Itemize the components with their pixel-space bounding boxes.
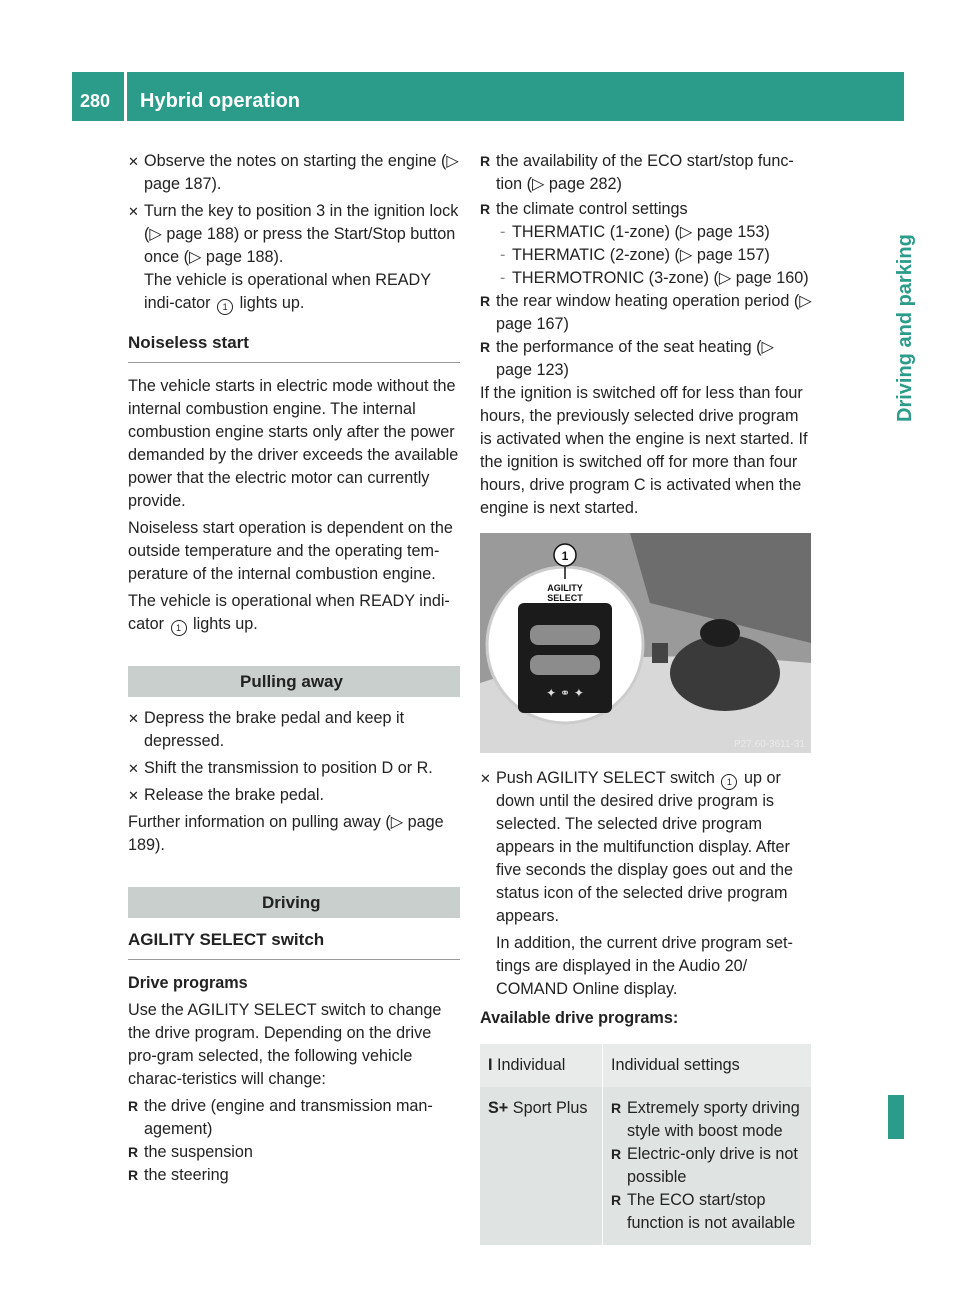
page-number: 280	[80, 91, 111, 111]
left-column	[128, 150, 460, 1187]
list-item: R the steering	[128, 1164, 460, 1187]
arrow-icon: ✕	[128, 204, 139, 219]
section-banner: Pulling away	[128, 666, 460, 697]
paragraph: Use the AGILITY SELECT switch to change the drive program. Depending on the drive pro-gram selected, the following vehicle charac-teristics will change:	[128, 1001, 442, 1088]
image-code: P27.60-3611-31	[734, 739, 805, 750]
side-section-label: Driving and parking	[894, 234, 916, 422]
header-divider	[124, 72, 127, 121]
section-heading: Noiseless start	[128, 331, 460, 363]
paragraph: If the ignition is switched off for less than four hours, the previously selected drive program is activated when the engine is next started. If the ignition is switched off for more than four hours, drive program C is activated when the engine is next started.	[480, 384, 808, 517]
agility-select-photo	[480, 533, 811, 753]
table-cell: I Individual	[480, 1044, 603, 1087]
list-item: R the availability of the ECO start/stop func-tion (▷ page 282)	[480, 152, 794, 193]
list-item: R the suspension	[128, 1141, 460, 1164]
bullet-icon: R	[611, 1100, 622, 1116]
arrow-icon: ✕	[128, 761, 139, 776]
instruction-step: ✕ Shift the transmission to position D or R.	[128, 757, 460, 780]
bullet-icon: R	[128, 1167, 139, 1183]
callout-circle-icon: 1	[561, 549, 569, 563]
right-column-lower	[480, 767, 812, 1245]
list-item: R the climate control settings	[480, 198, 812, 221]
list-item: R Extremely sporty driving style with boost mode	[611, 1099, 800, 1140]
bullet-icon: R	[611, 1192, 622, 1208]
table-cell	[603, 1087, 812, 1245]
list-item: R the drive (engine and transmission man-agement)	[128, 1097, 433, 1138]
bullet-icon: R	[480, 339, 491, 355]
dash-icon: -	[500, 269, 506, 287]
bullet-icon: R	[611, 1146, 622, 1162]
svg-text:✦ ⚭ ✦: ✦ ⚭ ✦	[546, 686, 584, 700]
instruction-step: ✕ Depress the brake pedal and keep it depressed.	[128, 709, 405, 750]
sub-list-item: - THERMATIC (2-zone) (▷ page 157)	[480, 244, 812, 267]
instruction-step: ✕ Push AGILITY SELECT switch 1 up or down until the desired drive program is selected. The selected drive program appears in the multifunction display. After five seconds the display goes out and the status icon of the selected drive program appears.	[480, 769, 793, 925]
paragraph: The vehicle starts in electric mode without the internal combustion engine. The internal combustion engine starts only after the power demanded by the driver exceeds the available power that the electric motor can currently provide.	[128, 377, 459, 510]
subheading: Drive programs	[128, 974, 248, 992]
callout-circle-icon: 1	[721, 774, 737, 790]
instruction-step: ✕ Turn the key to position 3 in the ignition lock (▷ page 188) or press the Start/Stop button once (▷ page 188). The vehicle is operational when READY indi-cator 1 lights up.	[128, 200, 460, 315]
arrow-icon: ✕	[128, 788, 139, 803]
list-item: R the rear window heating operation period (▷ page 167)	[480, 292, 812, 333]
table-row	[480, 1044, 811, 1087]
paragraph: Further information on pulling away (▷ page 189).	[128, 813, 444, 854]
section-heading: AGILITY SELECT switch	[128, 928, 460, 960]
side-tab-top	[888, 72, 904, 121]
list-item: R the performance of the seat heating (▷ page 123)	[480, 338, 774, 379]
paragraph: The vehicle is operational when READY indi-cator 1 lights up.	[128, 590, 460, 636]
drive-programs-table	[480, 1044, 811, 1245]
arrow-icon: ✕	[480, 771, 491, 786]
arrow-icon: ✕	[128, 154, 139, 169]
side-tab-marker	[888, 1095, 904, 1139]
right-column	[480, 150, 812, 520]
table-cell: Individual settings	[603, 1044, 812, 1087]
list-item: R Electric-only drive is not possible	[611, 1145, 798, 1186]
console-illustration	[480, 533, 811, 753]
bullet-icon: R	[128, 1144, 139, 1160]
instruction-step: ✕ Release the brake pedal.	[128, 784, 460, 807]
sub-list-item: - THERMATIC (1-zone) (▷ page 153)	[480, 221, 812, 244]
instruction-step: ✕ Observe the notes on starting the engine (▷ page 187).	[128, 152, 459, 193]
section-banner: Driving	[128, 887, 460, 918]
sub-list-item: - THERMOTRONIC (3-zone) (▷ page 160)	[480, 267, 812, 290]
switch-label: AGILITY	[547, 583, 583, 593]
bullet-icon: R	[128, 1098, 139, 1114]
dash-icon: -	[500, 246, 506, 264]
table-cell: S+ Sport Plus	[480, 1087, 603, 1245]
callout-circle-icon: 1	[171, 620, 187, 636]
paragraph: Noiseless start operation is dependent on the outside temperature and the operating tem-perature of the internal combustion engine.	[128, 519, 453, 583]
subheading: Available drive programs:	[480, 1009, 679, 1027]
callout-circle-icon: 1	[217, 299, 233, 315]
bullet-icon: R	[480, 153, 491, 169]
paragraph: In addition, the current drive program set-tings are displayed in the Audio 20/ COMAND Online display.	[496, 934, 793, 998]
switch-label: SELECT	[547, 593, 583, 603]
table-row	[480, 1087, 811, 1245]
chapter-title: Hybrid operation	[140, 90, 301, 112]
dash-icon: -	[500, 223, 506, 241]
arrow-icon: ✕	[128, 711, 139, 726]
bullet-icon: R	[480, 201, 491, 217]
bullet-icon: R	[480, 293, 491, 309]
list-item: R The ECO start/stop function is not available	[611, 1191, 796, 1232]
